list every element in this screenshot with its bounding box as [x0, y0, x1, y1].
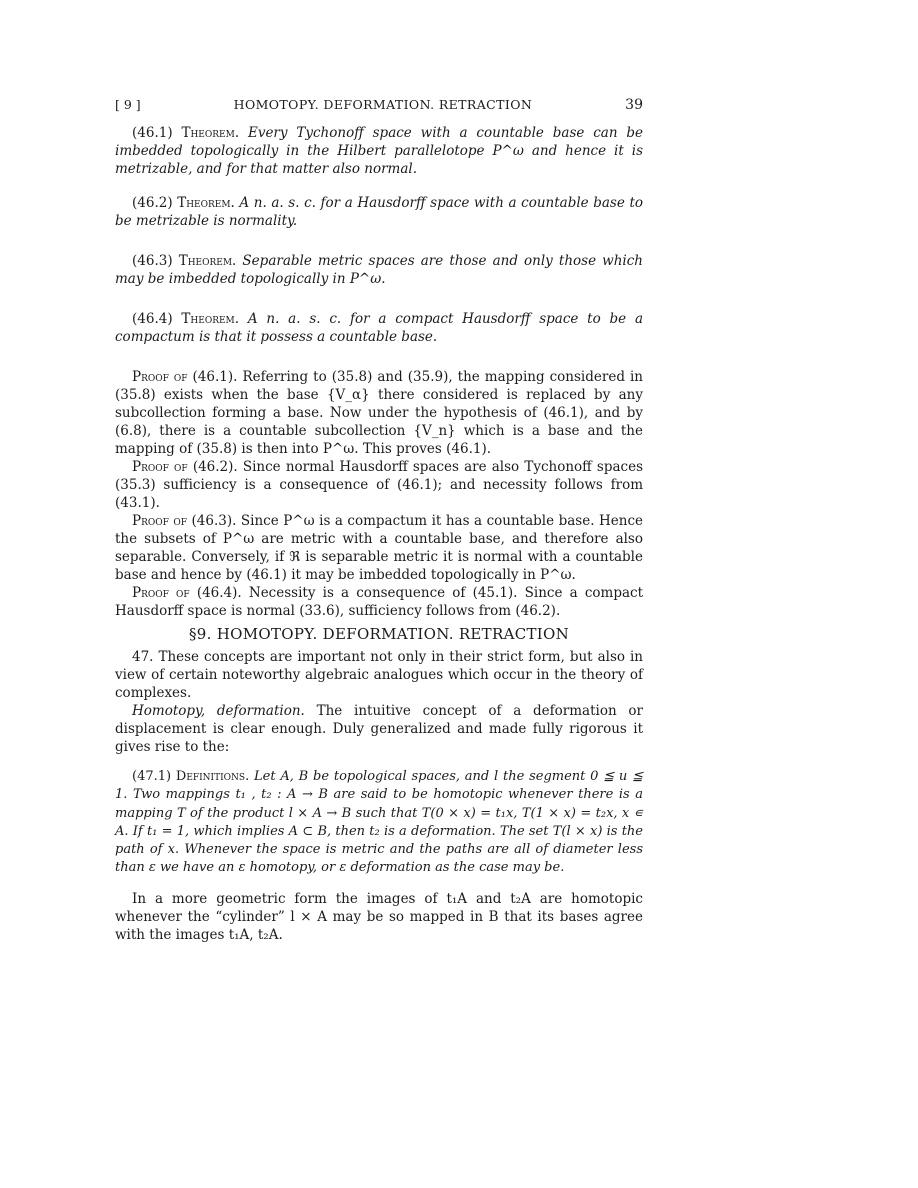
theorem-46-3: (46.3) Theorem. Separable metric spaces are those and only those which may be imbedded topologically in P^ω. [115, 253, 643, 287]
section-number: [ 9 ] [115, 97, 141, 112]
paragraph-homotopy: Homotopy, deformation. The intuitive concept of a deformation or displacement is clear enough. Duly generalized and made fully rigorous it gives rise to the: [115, 703, 643, 755]
proof-46-4: Proof of (46.4). Necessity is a consequence of (45.1). Since a compact Hausdorff space is normal (33.6), sufficiency follows from (46.2). [115, 585, 643, 619]
theorem-46-2: (46.2) Theorem. A n. a. s. c. for a Hausdorff space with a countable base to be metrizable is normality. [115, 195, 643, 229]
definition-47-1: (47.1) Definitions. Let A, B be topological spaces, and l the segment 0 ≦ u ≦ 1. Two mappings t₁ , t₂ : A → B are said to be homotopic whenever there is a mapping T of the product l × A → B such that T(0 × x) = t₁x, T(1 × x) = t₂x, x ∊ A. If t₁ = 1, which implies A ⊂ B, then t₂ is a deformation. The set T(l × x) is the path of x. Whenever the space is metric and the paths are all of diameter less than ε we have an ε homotopy, or ε deformation as the case may be. [115, 769, 643, 876]
paragraph-47: 47. These concepts are important not only in their strict form, but also in view of certain noteworthy algebraic analogues which occur in the theory of complexes. [115, 649, 643, 701]
theorem-46-4: (46.4) Theorem. A n. a. s. c. for a compact Hausdorff space to be a compactum is that it possess a countable base. [115, 311, 643, 345]
proof-46-1: Proof of (46.1). Referring to (35.8) and (35.9), the mapping considered in (35.8) exists when the base {V_α} there considered is replaced by any subcollection forming a base. Now under the hypothesis of (46.1), and by (6.8), there is a countable subcollection {V_n} which is a base and the mapping of (35.8) is then into P^ω. This proves (46.1). [115, 369, 643, 457]
page-number: 39 [625, 97, 643, 113]
running-header [115, 96, 643, 116]
section-heading: §9. HOMOTOPY. DEFORMATION. RETRACTION [188, 625, 570, 643]
page-body [115, 96, 643, 944]
proof-46-2: Proof of (46.2). Since normal Hausdorff spaces are also Tychonoff spaces (35.3) sufficiency is a consequence of (46.1); and necessity follows from (43.1). [115, 459, 643, 511]
header-title: HOMOTOPY. DEFORMATION. RETRACTION [233, 97, 533, 112]
closing-paragraph: In a more geometric form the images of t₁A and t₂A are homotopic whenever the “cylinder” l × A may be so mapped in B that its bases agree with the images t₁A, t₂A. [115, 890, 643, 943]
theorem-46-1: (46.1) Theorem. Every Tychonoff space with a countable base can be imbedded topologically in the Hilbert parallelotope P^ω and hence it is metrizable, and for that matter also normal. [115, 125, 643, 177]
proof-46-3: Proof of (46.3). Since P^ω is a compactum it has a countable base. Hence the subsets of P^ω are metric with a countable base, and therefore also separable. Conversely, if ℜ is separable metric it is normal with a countable base and hence by (46.1) it may be imbedded topologically in P^ω. [115, 513, 643, 583]
